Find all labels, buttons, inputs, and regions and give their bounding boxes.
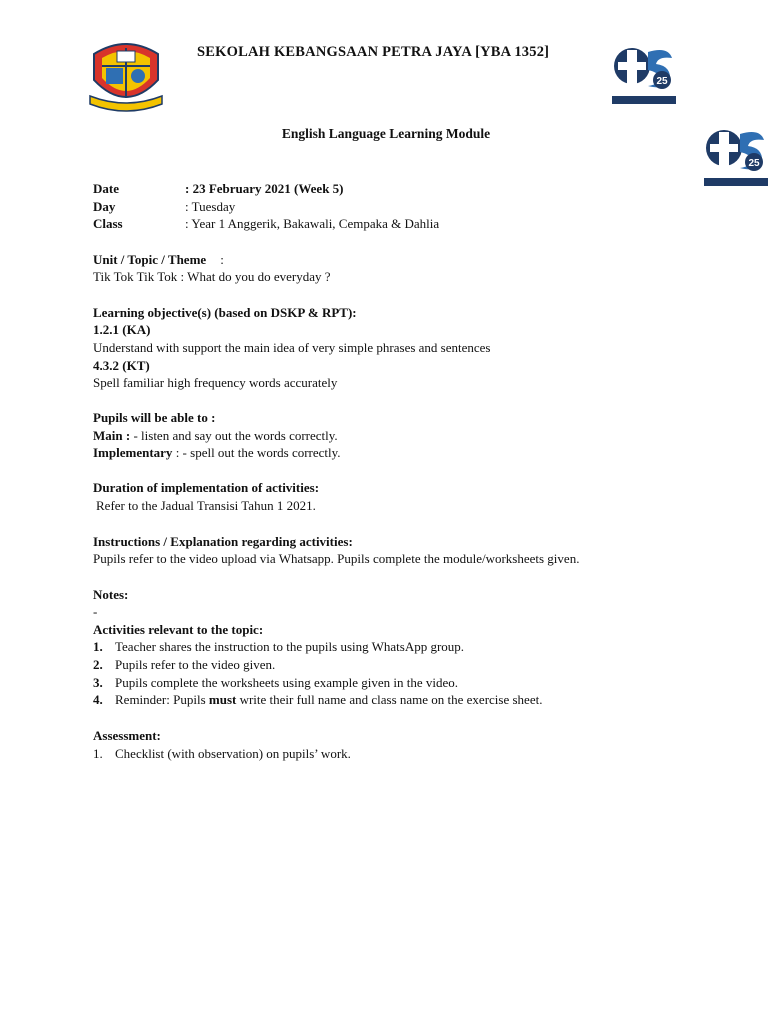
pupils-heading: Pupils will be able to : bbox=[93, 410, 216, 425]
activity-item bbox=[93, 674, 458, 691]
activity-text-emphasis: must bbox=[208, 692, 237, 707]
class-value: : Year 1 Anggerik, Bakawali, Cempaka & Dahlia bbox=[185, 216, 440, 231]
pupils-impl-label: Implementary bbox=[93, 445, 173, 460]
ts25-number-secondary: 25 bbox=[748, 158, 760, 169]
pupils-impl-row bbox=[93, 444, 341, 461]
activities-heading: Activities relevant to the topic: bbox=[93, 622, 264, 637]
notes-text: - bbox=[93, 604, 98, 619]
activity-text: Pupils complete the worksheets using example given in the video. bbox=[115, 675, 458, 690]
assessment-number: 1. bbox=[93, 746, 103, 761]
objective-text-1: Understand with support the main idea of very simple phrases and sentences bbox=[93, 340, 491, 355]
pupils-main-text: - listen and say out the words correctly. bbox=[130, 428, 338, 443]
notes-heading: Notes: bbox=[93, 587, 129, 602]
school-title: SEKOLAH KEBANGSAAN PETRA JAYA [YBA 1352] bbox=[197, 44, 550, 60]
unit-heading: Unit / Topic / Theme bbox=[93, 252, 207, 267]
pupils-impl-text: : - spell out the words correctly. bbox=[172, 445, 341, 460]
day-row bbox=[93, 198, 235, 215]
pupils-main-label: Main : bbox=[93, 428, 131, 443]
activity-text: Pupils refer to the video given. bbox=[115, 657, 276, 672]
activity-number: 4. bbox=[93, 692, 103, 707]
duration-text: Refer to the Jadual Transisi Tahun 1 2021. bbox=[96, 498, 316, 513]
unit-heading-row bbox=[93, 251, 224, 268]
activity-number: 3. bbox=[93, 675, 103, 690]
instructions-heading: Instructions / Explanation regarding activities: bbox=[93, 534, 353, 549]
unit-colon: : bbox=[220, 252, 224, 267]
class-row bbox=[93, 215, 439, 232]
ts25-number: 25 bbox=[656, 76, 668, 87]
pupils-main-row bbox=[93, 427, 338, 444]
activity-text-pre: Reminder: Pupils bbox=[115, 692, 209, 707]
duration-heading: Duration of implementation of activities: bbox=[93, 480, 320, 495]
ts25-logo bbox=[612, 44, 676, 106]
activity-item bbox=[93, 691, 542, 708]
activity-number: 1. bbox=[93, 639, 103, 654]
activity-text: Teacher shares the instruction to the pupils using WhatsApp group. bbox=[115, 639, 465, 654]
objectives-heading: Learning objective(s) (based on DSKP & RPT): bbox=[93, 305, 357, 320]
objective-text-2: Spell familiar high frequency words accurately bbox=[93, 375, 338, 390]
activity-number: 2. bbox=[93, 657, 103, 672]
activity-item bbox=[93, 638, 464, 655]
module-title: English Language Learning Module bbox=[281, 126, 491, 141]
activity-text-post: write their full name and class name on the exercise sheet. bbox=[236, 692, 543, 707]
assessment-item bbox=[93, 745, 351, 762]
class-label: Class bbox=[93, 216, 123, 231]
unit-text: Tik Tok Tik Tok : What do you do everyday ? bbox=[93, 269, 331, 284]
instructions-text: Pupils refer to the video upload via Whatsapp. Pupils complete the module/worksheets given. bbox=[93, 551, 580, 566]
date-label: Date bbox=[93, 181, 119, 196]
date-value: : 23 February 2021 (Week 5) bbox=[185, 181, 344, 196]
school-crest-logo bbox=[88, 40, 164, 114]
day-label: Day bbox=[93, 199, 116, 214]
assessment-heading: Assessment: bbox=[93, 728, 161, 743]
objective-code-1: 1.2.1 (KA) bbox=[93, 322, 151, 337]
activity-item bbox=[93, 656, 275, 673]
assessment-text: Checklist (with observation) on pupils’ work. bbox=[115, 746, 351, 761]
objective-code-2: 4.3.2 (KT) bbox=[93, 358, 150, 373]
day-value: : Tuesday bbox=[185, 199, 236, 214]
date-row bbox=[93, 180, 344, 197]
